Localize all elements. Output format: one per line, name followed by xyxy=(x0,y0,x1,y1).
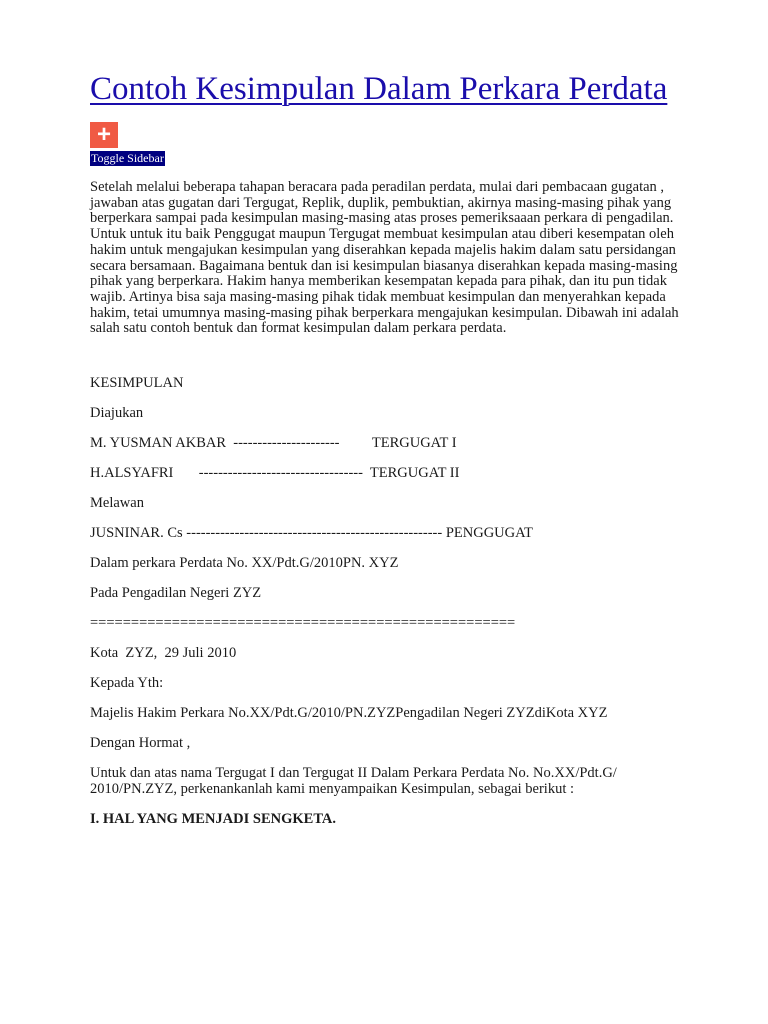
case-number: Dalam perkara Perdata No. XX/Pdt.G/2010PN. XYZ xyxy=(90,555,399,572)
doc-heading: KESIMPULAN xyxy=(90,375,184,392)
document-page xyxy=(90,70,680,827)
party-tergugat-1: M. YUSMAN AKBAR ---------------------- TERGUGAT I xyxy=(90,435,457,452)
plus-icon: + xyxy=(96,121,111,148)
toggle-sidebar-button[interactable]: Toggle Sidebar xyxy=(91,151,164,165)
intro-paragraph: Setelah melalui beberapa tahapan beracara pada peradilan perdata, mulai dari pembacaan gugatan , jawaban atas gugatan dari Tergugat, Replik, duplik, pembuktian, akirnya masing-masing pihak yang berperkara sampai pada kesimpulan masing-masing atas proses pemeriksaaan perkara di pengadilan. Untuk untuk itu baik Penggugat maupun Tergugat membuat kesimpulan atau diberi kesempatan oleh hakim untuk mengajukan kesimpulan yang diserahkan kepada majelis hakim dalam satu persidangan secara bersamaan. Bagaimana bentuk dan isi kesimpulan biasanya diserahkan kepada masing-masing pihak yang berperkara. Hakim hanya memberikan kesempatan kepada para pihak, dan itu pun tidak wajib. Artinya bisa saja masing-masing pihak tidak membuat kesimpulan dan menyerahkan kepada hakim, tetai umumnya masing-masing pihak berperkara mengajukan kesimpulan. Dibawah ini adalah salah satu contoh bentuk dan format kesimpulan dalam perkara perdata. xyxy=(90,179,679,337)
place-date: Kota ZYZ, 29 Juli 2010 xyxy=(90,645,237,662)
page-title-link[interactable]: Contoh Kesimpulan Dalam Perkara Perdata xyxy=(90,71,668,107)
body-paragraph: Untuk dan atas nama Tergugat I dan Tergugat II Dalam Perkara Perdata No. No.XX/Pdt.G/ 2010/PN.ZYZ, perkenankanlah kami menyampaikan Kesimpulan, sebagai berikut : xyxy=(90,765,617,798)
party-tergugat-2: H.ALSYAFRI ---------------------------------- TERGUGAT II xyxy=(90,465,460,482)
addressee-label: Kepada Yth: xyxy=(90,675,164,692)
separator-line: ==================================================== xyxy=(90,615,516,632)
party-penggugat: JUSNINAR. Cs ----------------------------------------------------- PENGGUGAT xyxy=(90,525,533,542)
greeting: Dengan Hormat , xyxy=(90,735,191,752)
court-name: Pada Pengadilan Negeri ZYZ xyxy=(90,585,262,602)
section-heading: I. HAL YANG MENJADI SENGKETA. xyxy=(90,811,337,828)
doc-melawan: Melawan xyxy=(90,495,144,512)
share-button[interactable] xyxy=(90,122,118,148)
doc-diajukan: Diajukan xyxy=(90,405,144,422)
recipient: Majelis Hakim Perkara No.XX/Pdt.G/2010/PN.ZYZPengadilan Negeri ZYZdiKota XYZ xyxy=(90,705,608,722)
